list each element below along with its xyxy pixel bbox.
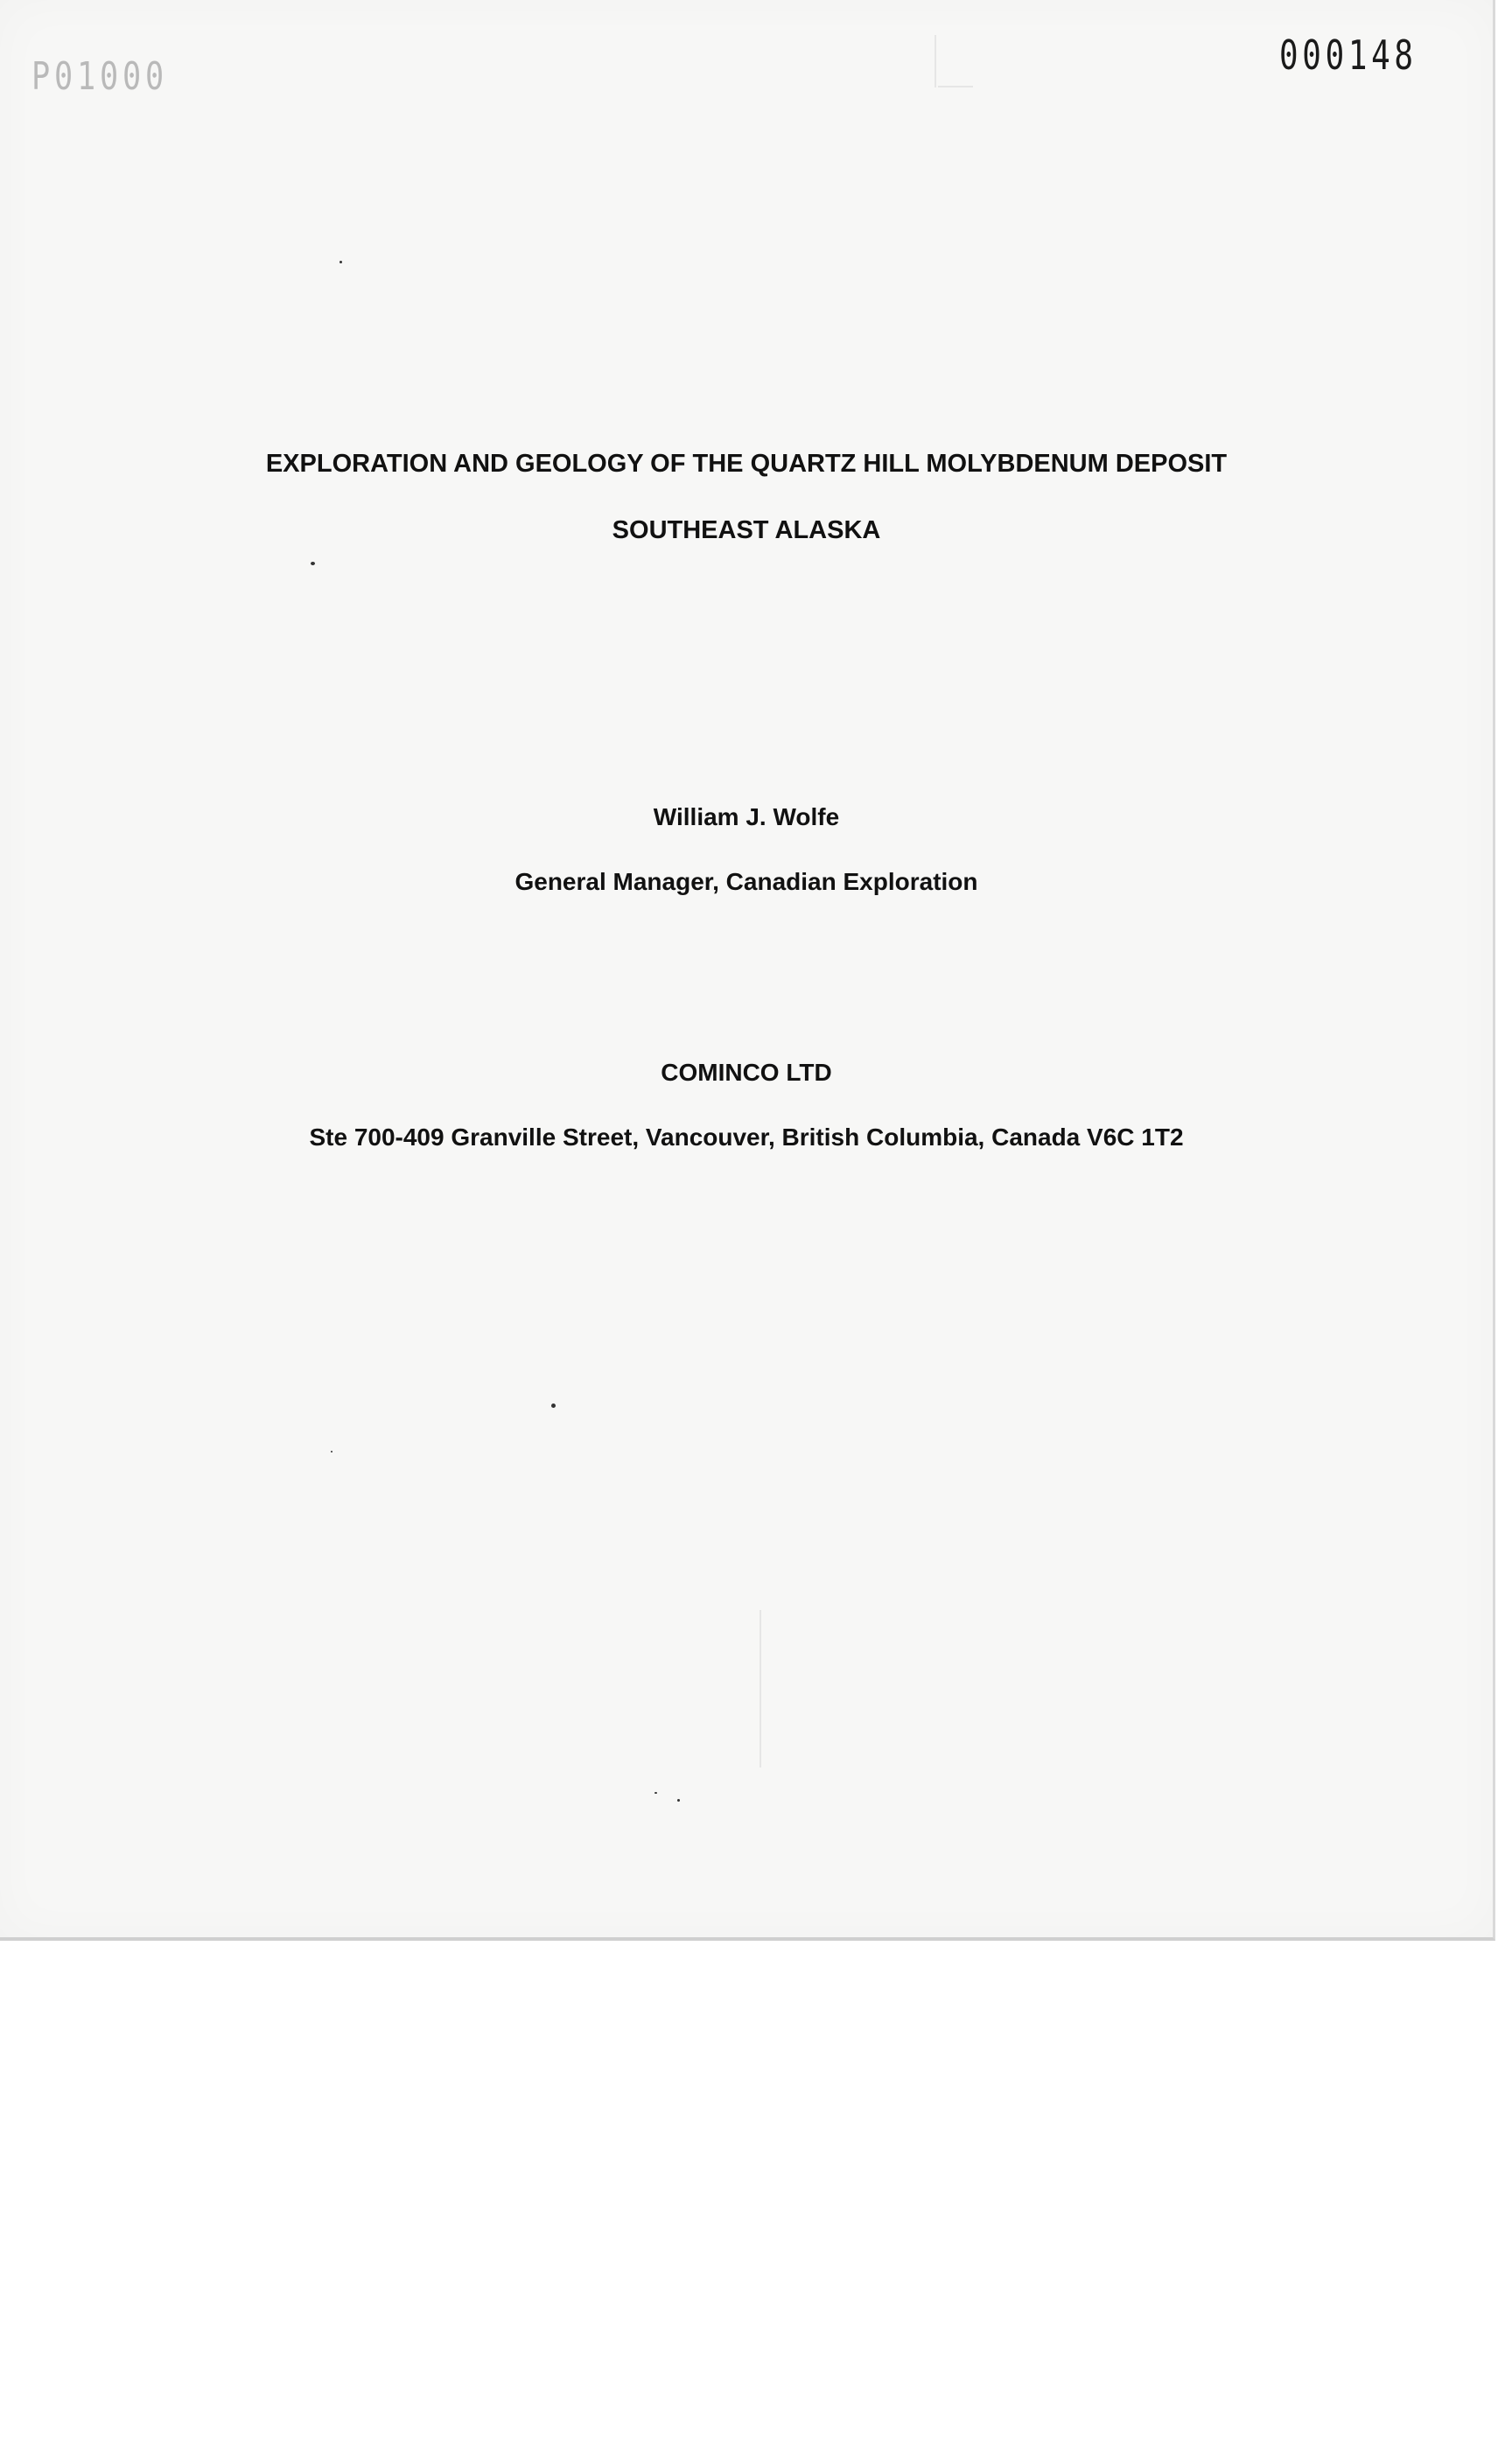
scan-speck <box>340 261 342 263</box>
scan-speck <box>331 1451 332 1452</box>
scan-artifact-line <box>934 35 936 88</box>
page-number-stamp: 000148 <box>1279 32 1418 79</box>
scan-speck <box>551 1404 556 1408</box>
document-subtitle: SOUTHEAST ALASKA <box>612 516 881 544</box>
scan-speck <box>677 1799 680 1802</box>
scan-artifact-line <box>938 86 973 88</box>
document-title: EXPLORATION AND GEOLOGY OF THE QUARTZ HILL MOLYBDENUM DEPOSIT <box>265 450 1228 478</box>
scan-speck <box>654 1792 657 1794</box>
archive-stamp-left: P01000 <box>32 54 168 99</box>
company-address: Ste 700-409 Granville Street, Vancouver, British Columbia, Canada V6C 1T2 <box>309 1124 1184 1151</box>
author-position: General Manager, Canadian Exploration <box>514 868 978 895</box>
company-name: COMINCO LTD <box>661 1059 832 1086</box>
scan-artifact-line <box>760 1610 761 1768</box>
scan-speck <box>311 562 315 565</box>
author-name: William J. Wolfe <box>653 803 840 830</box>
